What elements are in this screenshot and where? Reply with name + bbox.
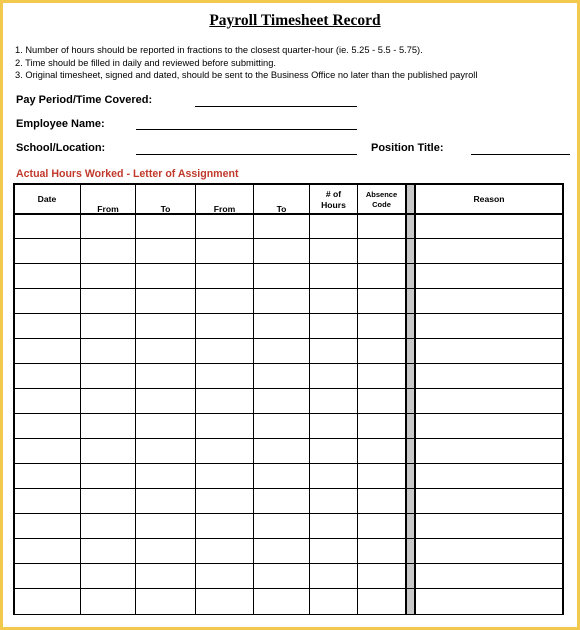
position-title-label: Position Title: (371, 142, 444, 154)
instruction-item: 3. Original timesheet, signed and dated, should be sent to the Business Office no later than the published payroll (15, 70, 478, 81)
school-location-label: School/Location: (16, 142, 106, 154)
header-to-2: To (276, 204, 287, 214)
school-location-field[interactable] (136, 154, 357, 155)
employee-name-label: Employee Name: (16, 118, 105, 130)
header-reason: Reason (473, 194, 505, 204)
header-absence-code: Absence Code (365, 190, 398, 209)
instructions-list (15, 44, 555, 82)
section-title: Actual Hours Worked - Letter of Assignment (16, 168, 239, 180)
header-from-2: From (213, 204, 236, 214)
employee-name-field[interactable] (136, 129, 357, 130)
timesheet-page (3, 3, 577, 627)
header-to-1: To (160, 204, 171, 214)
page-title: Payroll Timesheet Record (209, 12, 381, 29)
header-from-1: From (97, 204, 119, 214)
pay-period-field[interactable] (195, 106, 357, 107)
instruction-item: 2. Time should be filled in daily and reviewed before submitting. (15, 57, 276, 68)
position-title-field[interactable] (471, 154, 570, 155)
pay-period-label: Pay Period/Time Covered: (16, 94, 153, 106)
instruction-item: 1. Number of hours should be reported in fractions to the closest quarter-hour (ie. 5.25 - 5.5 - 5.75). (15, 45, 423, 55)
header-date: Date (37, 194, 57, 204)
hours-table (13, 183, 564, 616)
header-hours: # of Hours (321, 189, 346, 210)
